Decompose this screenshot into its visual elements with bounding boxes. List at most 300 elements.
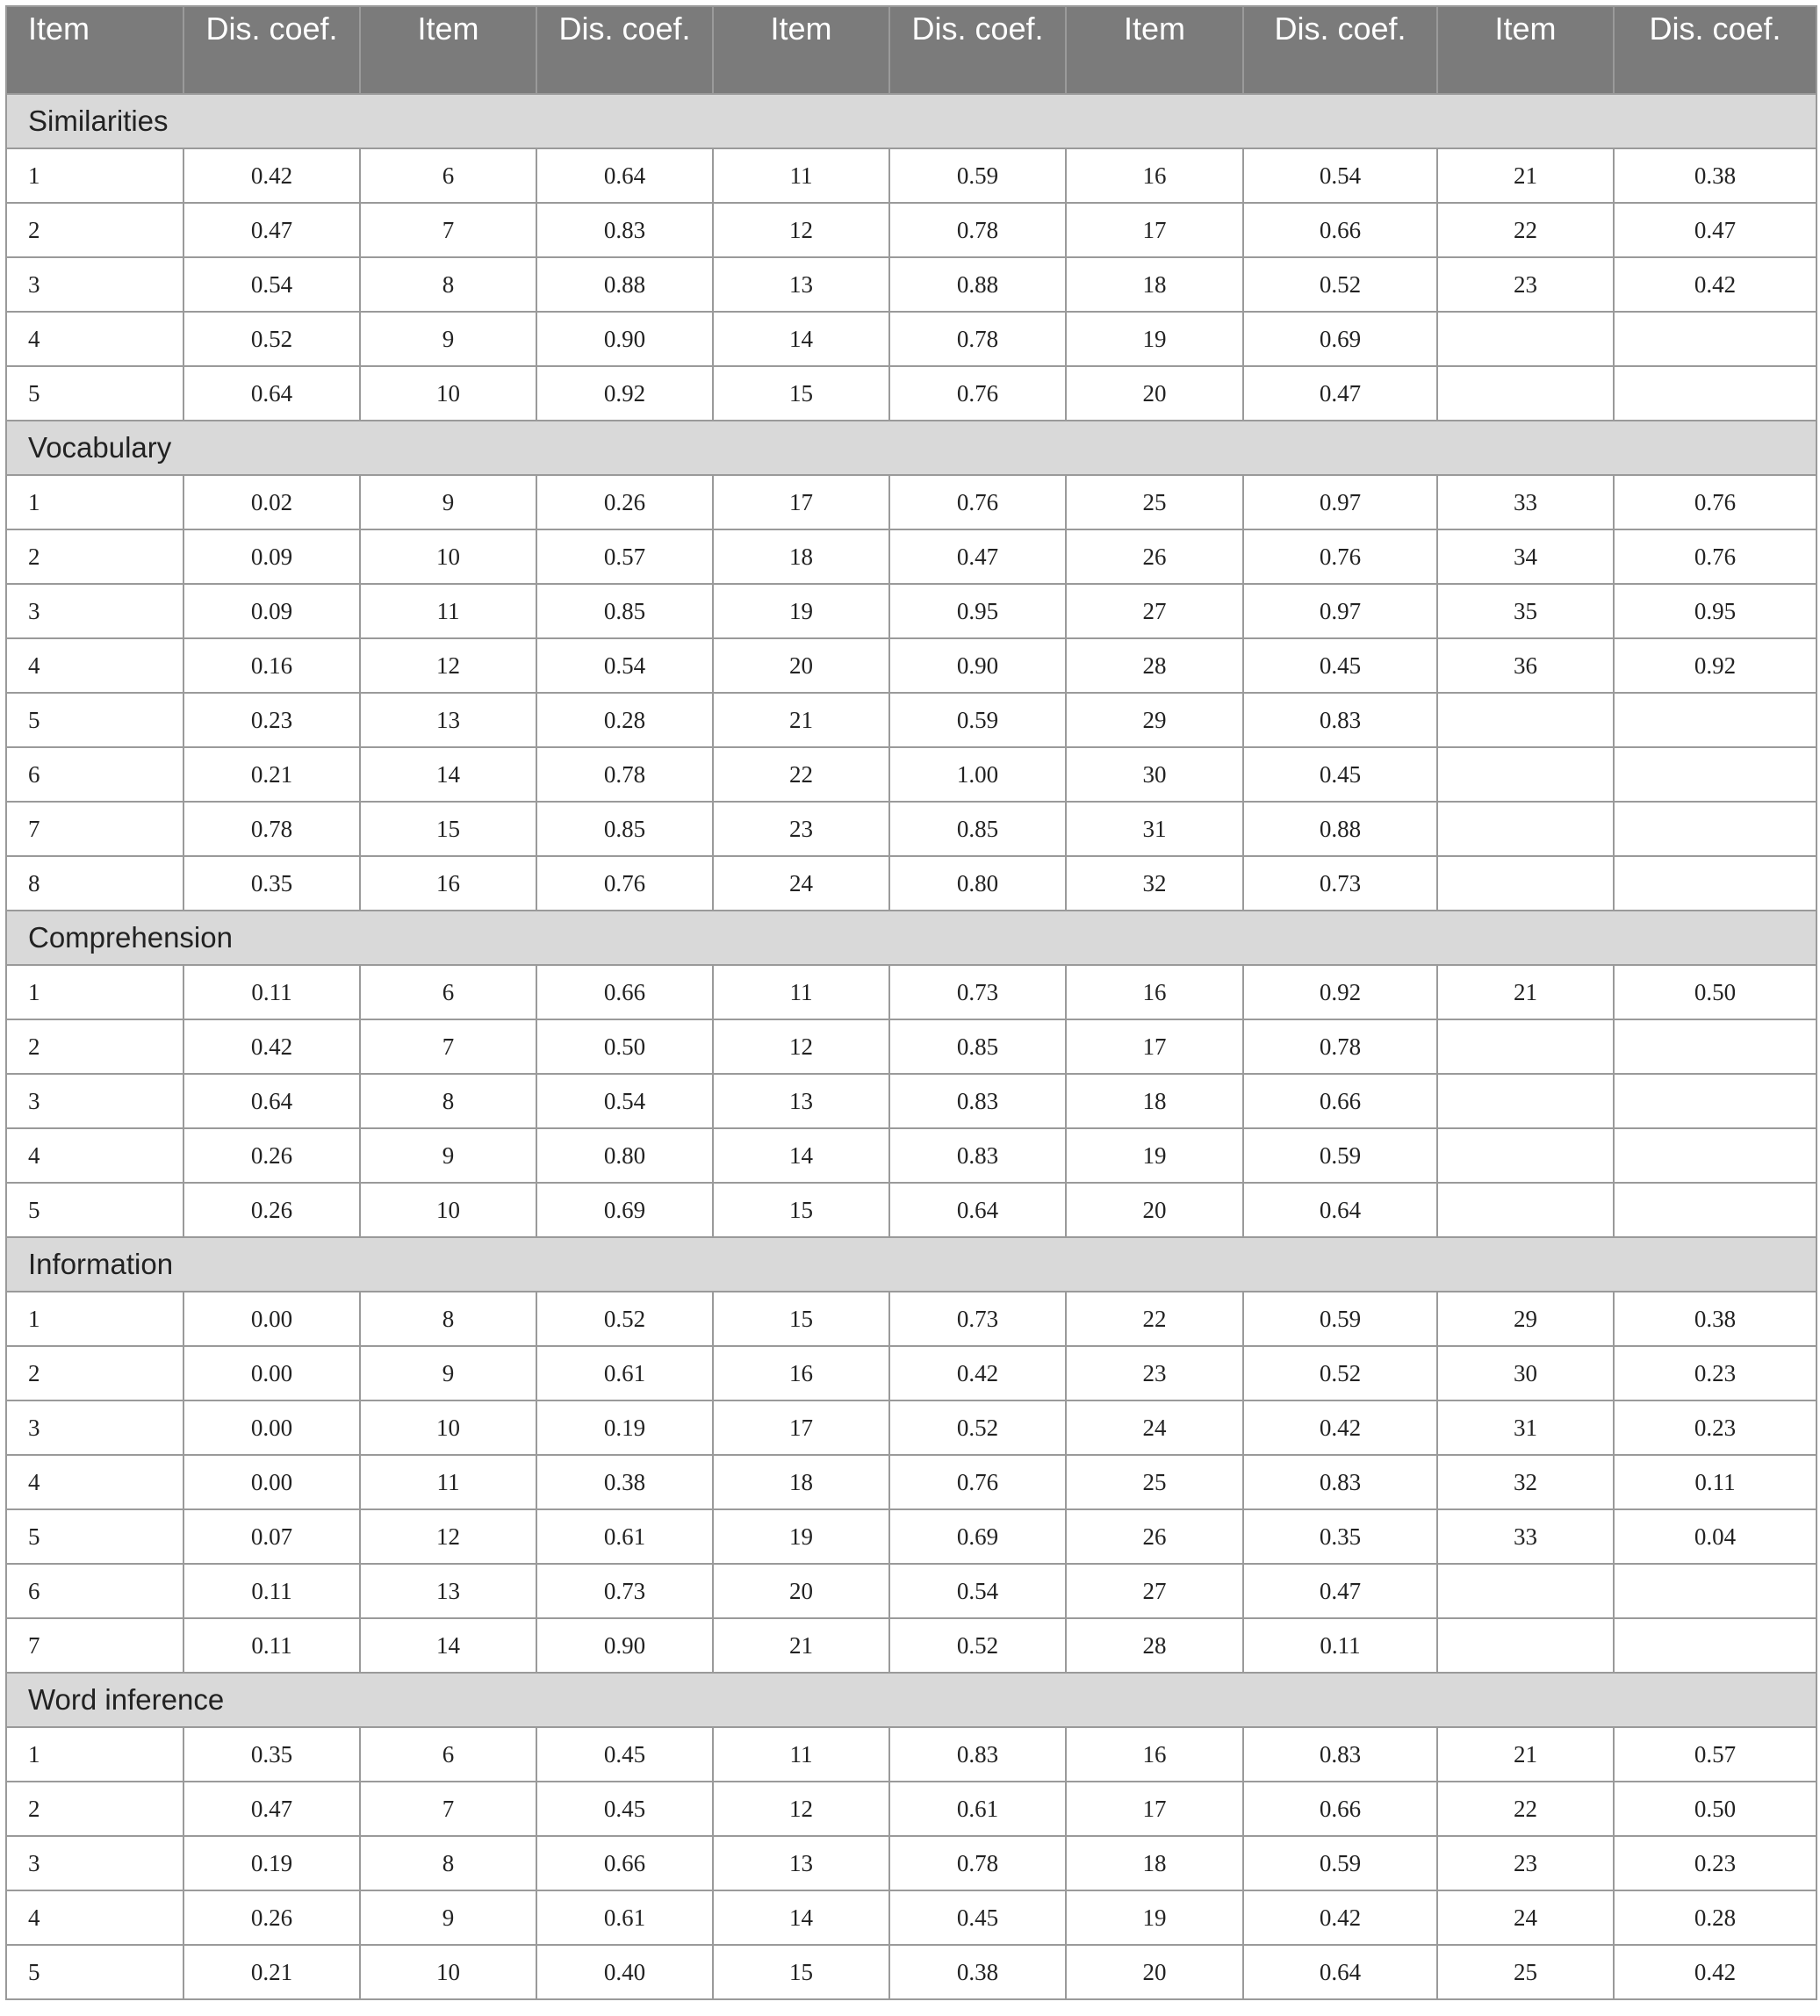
item-number-cell	[1437, 747, 1614, 802]
item-number-cell: 24	[713, 856, 889, 911]
dis-coef-cell: 0.76	[889, 366, 1066, 421]
item-number-cell	[1437, 802, 1614, 856]
item-number-cell: 2	[6, 203, 183, 257]
dis-coef-cell: 0.83	[889, 1727, 1066, 1782]
dis-coef-cell: 0.28	[1614, 1890, 1816, 1945]
item-number-cell: 22	[1437, 1782, 1614, 1836]
item-number-cell: 24	[1437, 1890, 1614, 1945]
table-row	[6, 1019, 1816, 1074]
dis-coef-cell: 0.85	[536, 802, 713, 856]
item-number-cell: 15	[713, 1292, 889, 1346]
table-row	[6, 1945, 1816, 1999]
dis-coef-cell: 0.04	[1614, 1509, 1816, 1564]
dis-coef-cell: 0.69	[536, 1183, 713, 1237]
dis-coef-cell: 0.59	[1243, 1128, 1437, 1183]
item-number-cell: 35	[1437, 584, 1614, 638]
item-number-cell	[1437, 1183, 1614, 1237]
item-number-cell: 17	[1066, 203, 1243, 257]
table-row	[6, 1782, 1816, 1836]
item-number-cell: 4	[6, 1128, 183, 1183]
dis-coef-cell: 0.78	[536, 747, 713, 802]
item-number-cell: 29	[1437, 1292, 1614, 1346]
item-number-cell: 23	[713, 802, 889, 856]
table-row	[6, 1346, 1816, 1400]
dis-coef-cell: 0.00	[183, 1455, 360, 1509]
dis-coef-cell: 0.66	[536, 1836, 713, 1890]
dis-coef-cell: 0.95	[889, 584, 1066, 638]
item-number-cell: 32	[1066, 856, 1243, 911]
item-number-cell: 19	[1066, 1890, 1243, 1945]
dis-coef-cell: 0.90	[889, 638, 1066, 693]
item-number-cell: 7	[360, 1782, 536, 1836]
item-number-cell: 4	[6, 1455, 183, 1509]
item-number-cell: 12	[360, 638, 536, 693]
table-row	[6, 148, 1816, 203]
item-number-cell: 29	[1066, 693, 1243, 747]
item-number-cell: 10	[360, 529, 536, 584]
dis-coef-cell: 0.11	[1614, 1455, 1816, 1509]
dis-coef-cell: 0.52	[183, 312, 360, 366]
dis-coef-cell: 0.45	[536, 1727, 713, 1782]
dis-coef-cell: 0.85	[889, 1019, 1066, 1074]
dis-coef-cell: 0.80	[536, 1128, 713, 1183]
item-number-cell: 21	[1437, 965, 1614, 1019]
dis-coef-cell: 0.42	[1614, 257, 1816, 312]
dis-coef-cell: 0.42	[1614, 1945, 1816, 1999]
item-number-cell: 16	[360, 856, 536, 911]
dis-coef-cell: 0.19	[183, 1836, 360, 1890]
item-number-cell: 8	[6, 856, 183, 911]
item-number-cell: 25	[1066, 1455, 1243, 1509]
table-row	[6, 366, 1816, 421]
dis-coef-cell: 0.11	[183, 1618, 360, 1673]
item-number-cell: 17	[713, 1400, 889, 1455]
item-number-cell: 23	[1066, 1346, 1243, 1400]
dis-coef-cell: 0.54	[536, 638, 713, 693]
dis-coef-cell	[1614, 1618, 1816, 1673]
dis-coef-cell: 0.69	[889, 1509, 1066, 1564]
item-number-cell: 12	[360, 1509, 536, 1564]
item-number-cell: 30	[1066, 747, 1243, 802]
item-number-cell: 9	[360, 312, 536, 366]
item-number-cell: 30	[1437, 1346, 1614, 1400]
item-number-cell: 20	[1066, 1183, 1243, 1237]
item-number-cell: 20	[713, 638, 889, 693]
dis-coef-cell: 0.83	[889, 1128, 1066, 1183]
dis-coef-cell: 0.61	[889, 1782, 1066, 1836]
dis-coef-cell: 0.83	[889, 1074, 1066, 1128]
section-title: Information	[6, 1237, 1816, 1292]
table-row	[6, 1727, 1816, 1782]
header-item: Item	[360, 6, 536, 94]
dis-coef-cell: 0.52	[1243, 1346, 1437, 1400]
item-number-cell: 11	[713, 148, 889, 203]
item-number-cell: 14	[713, 312, 889, 366]
header-row	[6, 6, 1816, 94]
dis-coef-cell: 0.76	[536, 856, 713, 911]
item-number-cell: 5	[6, 1183, 183, 1237]
dis-coef-cell: 0.19	[536, 1400, 713, 1455]
item-number-cell: 12	[713, 203, 889, 257]
dis-coef-cell: 0.61	[536, 1890, 713, 1945]
dis-coef-cell: 0.07	[183, 1509, 360, 1564]
dis-coef-cell: 0.42	[1243, 1890, 1437, 1945]
dis-coef-cell: 0.73	[536, 1564, 713, 1618]
item-number-cell: 23	[1437, 1836, 1614, 1890]
item-number-cell: 3	[6, 1836, 183, 1890]
item-number-cell: 10	[360, 366, 536, 421]
dis-coef-cell	[1614, 802, 1816, 856]
dis-coef-cell: 0.45	[536, 1782, 713, 1836]
dis-coef-cell: 0.90	[536, 1618, 713, 1673]
table-row	[6, 856, 1816, 911]
item-number-cell: 21	[713, 693, 889, 747]
dis-coef-cell: 0.52	[536, 1292, 713, 1346]
item-number-cell: 1	[6, 1292, 183, 1346]
table-row	[6, 203, 1816, 257]
item-number-cell	[1437, 1564, 1614, 1618]
item-number-cell: 4	[6, 638, 183, 693]
table-row	[6, 1455, 1816, 1509]
item-number-cell: 7	[360, 203, 536, 257]
dis-coef-cell: 0.11	[1243, 1618, 1437, 1673]
dis-coef-cell: 0.83	[536, 203, 713, 257]
item-number-cell: 16	[1066, 148, 1243, 203]
table-body	[6, 94, 1816, 1999]
dis-coef-cell: 0.45	[1243, 638, 1437, 693]
table-row	[6, 1128, 1816, 1183]
item-number-cell: 9	[360, 1128, 536, 1183]
dis-coef-cell: 0.38	[1614, 1292, 1816, 1346]
section-title: Vocabulary	[6, 421, 1816, 475]
dis-coef-cell: 0.02	[183, 475, 360, 529]
dis-coef-cell: 0.26	[183, 1128, 360, 1183]
item-number-cell	[1437, 856, 1614, 911]
header-item: Item	[713, 6, 889, 94]
header-dis-coef: Dis. coef.	[536, 6, 713, 94]
dis-coef-cell: 0.09	[183, 584, 360, 638]
dis-coef-cell: 0.59	[889, 693, 1066, 747]
item-number-cell: 2	[6, 1346, 183, 1400]
header-dis-coef: Dis. coef.	[183, 6, 360, 94]
table-row	[6, 1618, 1816, 1673]
item-number-cell: 8	[360, 1074, 536, 1128]
dis-coef-cell: 0.78	[183, 802, 360, 856]
item-number-cell: 13	[713, 257, 889, 312]
dis-coef-cell: 0.52	[1243, 257, 1437, 312]
dis-coef-cell: 0.11	[183, 965, 360, 1019]
dis-coef-cell: 0.23	[183, 693, 360, 747]
dis-coef-cell: 0.38	[536, 1455, 713, 1509]
header-dis-coef: Dis. coef.	[1243, 6, 1437, 94]
section-header-row	[6, 1673, 1816, 1727]
table-row	[6, 1564, 1816, 1618]
item-number-cell: 9	[360, 1890, 536, 1945]
item-number-cell: 33	[1437, 475, 1614, 529]
dis-coef-cell: 0.42	[889, 1346, 1066, 1400]
item-number-cell: 12	[713, 1019, 889, 1074]
dis-coef-cell: 0.38	[889, 1945, 1066, 1999]
dis-coef-cell: 0.47	[1614, 203, 1816, 257]
item-number-cell: 5	[6, 693, 183, 747]
dis-coef-cell: 0.92	[1243, 965, 1437, 1019]
item-number-cell: 11	[360, 584, 536, 638]
item-number-cell: 22	[1437, 203, 1614, 257]
dis-coef-cell: 0.54	[183, 257, 360, 312]
dis-coef-cell: 0.35	[183, 856, 360, 911]
item-number-cell: 8	[360, 1292, 536, 1346]
item-number-cell: 22	[713, 747, 889, 802]
dis-coef-cell: 0.21	[183, 747, 360, 802]
dis-coef-cell: 0.78	[889, 203, 1066, 257]
dis-coef-cell: 0.16	[183, 638, 360, 693]
dis-coef-cell: 0.78	[889, 1836, 1066, 1890]
dis-coef-cell: 0.54	[536, 1074, 713, 1128]
dis-coef-cell: 0.80	[889, 856, 1066, 911]
item-number-cell: 28	[1066, 638, 1243, 693]
item-number-cell: 4	[6, 312, 183, 366]
dis-coef-cell: 0.61	[536, 1346, 713, 1400]
dis-coef-cell: 0.00	[183, 1346, 360, 1400]
dis-coef-cell: 0.09	[183, 529, 360, 584]
item-number-cell: 1	[6, 148, 183, 203]
table-row	[6, 475, 1816, 529]
table-row	[6, 1890, 1816, 1945]
item-number-cell: 14	[713, 1890, 889, 1945]
item-number-cell: 3	[6, 1074, 183, 1128]
dis-coef-cell: 0.42	[1243, 1400, 1437, 1455]
dis-coef-cell: 0.64	[889, 1183, 1066, 1237]
item-number-cell: 14	[713, 1128, 889, 1183]
table-row	[6, 529, 1816, 584]
item-number-cell: 23	[1437, 257, 1614, 312]
item-number-cell: 6	[360, 148, 536, 203]
table-container	[5, 5, 1816, 2000]
item-number-cell: 9	[360, 475, 536, 529]
dis-coef-cell: 0.47	[1243, 366, 1437, 421]
dis-coef-cell: 0.45	[889, 1890, 1066, 1945]
section-header-row	[6, 94, 1816, 148]
item-number-cell: 2	[6, 529, 183, 584]
dis-coef-cell: 0.47	[183, 203, 360, 257]
dis-coef-cell: 0.61	[536, 1509, 713, 1564]
item-number-cell: 18	[713, 529, 889, 584]
dis-coef-cell: 0.78	[889, 312, 1066, 366]
item-number-cell: 12	[713, 1782, 889, 1836]
item-number-cell: 26	[1066, 1509, 1243, 1564]
header-item: Item	[6, 6, 183, 94]
item-number-cell: 15	[713, 1183, 889, 1237]
dis-coef-cell	[1614, 747, 1816, 802]
item-number-cell	[1437, 312, 1614, 366]
dis-coef-cell: 0.78	[1243, 1019, 1437, 1074]
item-number-cell: 16	[1066, 1727, 1243, 1782]
dis-coef-cell: 0.47	[1243, 1564, 1437, 1618]
table-row	[6, 1400, 1816, 1455]
table-header	[6, 6, 1816, 94]
dis-coef-cell: 0.66	[1243, 1782, 1437, 1836]
item-number-cell: 10	[360, 1183, 536, 1237]
dis-coef-cell: 0.83	[1243, 1455, 1437, 1509]
dis-coef-cell: 0.52	[889, 1618, 1066, 1673]
dis-coef-cell	[1614, 1564, 1816, 1618]
section-header-row	[6, 421, 1816, 475]
item-number-cell	[1437, 1618, 1614, 1673]
item-number-cell: 21	[713, 1618, 889, 1673]
item-number-cell: 7	[6, 1618, 183, 1673]
dis-coef-cell: 0.83	[1243, 1727, 1437, 1782]
item-number-cell: 2	[6, 1782, 183, 1836]
table-row	[6, 257, 1816, 312]
header-item: Item	[1437, 6, 1614, 94]
item-number-cell: 32	[1437, 1455, 1614, 1509]
item-number-cell: 20	[1066, 1945, 1243, 1999]
item-number-cell: 17	[1066, 1782, 1243, 1836]
dis-coef-cell	[1614, 1183, 1816, 1237]
dis-coef-cell: 0.73	[889, 965, 1066, 1019]
dis-coef-cell: 0.54	[889, 1564, 1066, 1618]
table-row	[6, 802, 1816, 856]
item-number-cell: 21	[1437, 148, 1614, 203]
dis-coef-cell: 0.64	[1243, 1945, 1437, 1999]
dis-coef-cell	[1614, 693, 1816, 747]
table-row	[6, 1183, 1816, 1237]
dis-coef-cell: 0.73	[889, 1292, 1066, 1346]
item-number-cell: 19	[713, 584, 889, 638]
dis-coef-cell	[1614, 1128, 1816, 1183]
header-item: Item	[1066, 6, 1243, 94]
dis-coef-cell: 0.83	[1243, 693, 1437, 747]
item-number-cell: 8	[360, 257, 536, 312]
item-number-cell: 6	[360, 965, 536, 1019]
dis-coef-cell: 0.66	[1243, 203, 1437, 257]
dis-coef-cell: 0.97	[1243, 475, 1437, 529]
item-number-cell: 1	[6, 965, 183, 1019]
item-number-cell: 14	[360, 747, 536, 802]
table-row	[6, 965, 1816, 1019]
item-number-cell: 19	[713, 1509, 889, 1564]
item-number-cell: 36	[1437, 638, 1614, 693]
item-number-cell: 1	[6, 475, 183, 529]
item-number-cell: 5	[6, 1509, 183, 1564]
dis-coef-cell	[1614, 856, 1816, 911]
item-number-cell: 25	[1437, 1945, 1614, 1999]
item-number-cell: 17	[713, 475, 889, 529]
dis-coef-cell: 0.11	[183, 1564, 360, 1618]
item-number-cell: 3	[6, 584, 183, 638]
dis-coef-cell	[1614, 312, 1816, 366]
item-number-cell: 15	[713, 1945, 889, 1999]
dis-coef-cell: 0.00	[183, 1292, 360, 1346]
section-title: Similarities	[6, 94, 1816, 148]
table-row	[6, 747, 1816, 802]
dis-coef-cell: 0.66	[1243, 1074, 1437, 1128]
item-number-cell: 9	[360, 1346, 536, 1400]
dis-coef-cell: 0.54	[1243, 148, 1437, 203]
dis-coef-cell: 0.50	[536, 1019, 713, 1074]
dis-coef-cell: 0.59	[1243, 1836, 1437, 1890]
item-number-cell: 7	[6, 802, 183, 856]
item-number-cell: 11	[360, 1455, 536, 1509]
dis-coef-cell	[1614, 1019, 1816, 1074]
dis-coef-cell: 0.23	[1614, 1836, 1816, 1890]
dis-coef-cell: 0.64	[183, 1074, 360, 1128]
item-number-cell	[1437, 1128, 1614, 1183]
item-number-cell: 15	[360, 802, 536, 856]
item-number-cell: 34	[1437, 529, 1614, 584]
item-number-cell: 4	[6, 1890, 183, 1945]
item-number-cell: 20	[713, 1564, 889, 1618]
discrimination-coefficient-table	[5, 5, 1817, 2000]
dis-coef-cell: 0.95	[1614, 584, 1816, 638]
dis-coef-cell: 0.76	[1243, 529, 1437, 584]
item-number-cell: 11	[713, 1727, 889, 1782]
table-row	[6, 1292, 1816, 1346]
item-number-cell: 13	[360, 1564, 536, 1618]
dis-coef-cell: 0.26	[536, 475, 713, 529]
dis-coef-cell: 0.26	[183, 1183, 360, 1237]
item-number-cell: 10	[360, 1945, 536, 1999]
item-number-cell: 27	[1066, 584, 1243, 638]
dis-coef-cell: 0.88	[536, 257, 713, 312]
dis-coef-cell: 0.90	[536, 312, 713, 366]
item-number-cell: 3	[6, 257, 183, 312]
dis-coef-cell: 0.47	[183, 1782, 360, 1836]
item-number-cell: 13	[360, 693, 536, 747]
dis-coef-cell: 0.66	[536, 965, 713, 1019]
item-number-cell: 5	[6, 1945, 183, 1999]
item-number-cell: 11	[713, 965, 889, 1019]
item-number-cell: 6	[360, 1727, 536, 1782]
item-number-cell: 14	[360, 1618, 536, 1673]
item-number-cell: 18	[713, 1455, 889, 1509]
item-number-cell: 16	[1066, 965, 1243, 1019]
dis-coef-cell	[1614, 366, 1816, 421]
item-number-cell: 8	[360, 1836, 536, 1890]
item-number-cell: 27	[1066, 1564, 1243, 1618]
item-number-cell: 22	[1066, 1292, 1243, 1346]
dis-coef-cell: 0.00	[183, 1400, 360, 1455]
dis-coef-cell: 0.45	[1243, 747, 1437, 802]
dis-coef-cell: 0.35	[183, 1727, 360, 1782]
dis-coef-cell: 0.97	[1243, 584, 1437, 638]
dis-coef-cell: 0.73	[1243, 856, 1437, 911]
dis-coef-cell: 0.85	[889, 802, 1066, 856]
dis-coef-cell: 0.88	[1243, 802, 1437, 856]
header-dis-coef: Dis. coef.	[889, 6, 1066, 94]
dis-coef-cell: 0.76	[1614, 529, 1816, 584]
dis-coef-cell: 0.69	[1243, 312, 1437, 366]
table-row	[6, 1509, 1816, 1564]
dis-coef-cell: 0.38	[1614, 148, 1816, 203]
dis-coef-cell: 0.76	[1614, 475, 1816, 529]
item-number-cell: 33	[1437, 1509, 1614, 1564]
item-number-cell: 3	[6, 1400, 183, 1455]
item-number-cell: 6	[6, 747, 183, 802]
dis-coef-cell: 0.92	[536, 366, 713, 421]
dis-coef-cell: 0.42	[183, 148, 360, 203]
item-number-cell: 26	[1066, 529, 1243, 584]
item-number-cell	[1437, 1019, 1614, 1074]
section-header-row	[6, 911, 1816, 965]
item-number-cell: 2	[6, 1019, 183, 1074]
dis-coef-cell: 0.85	[536, 584, 713, 638]
dis-coef-cell: 0.76	[889, 475, 1066, 529]
dis-coef-cell: 0.35	[1243, 1509, 1437, 1564]
header-dis-coef: Dis. coef.	[1614, 6, 1816, 94]
dis-coef-cell: 0.23	[1614, 1400, 1816, 1455]
item-number-cell: 19	[1066, 312, 1243, 366]
